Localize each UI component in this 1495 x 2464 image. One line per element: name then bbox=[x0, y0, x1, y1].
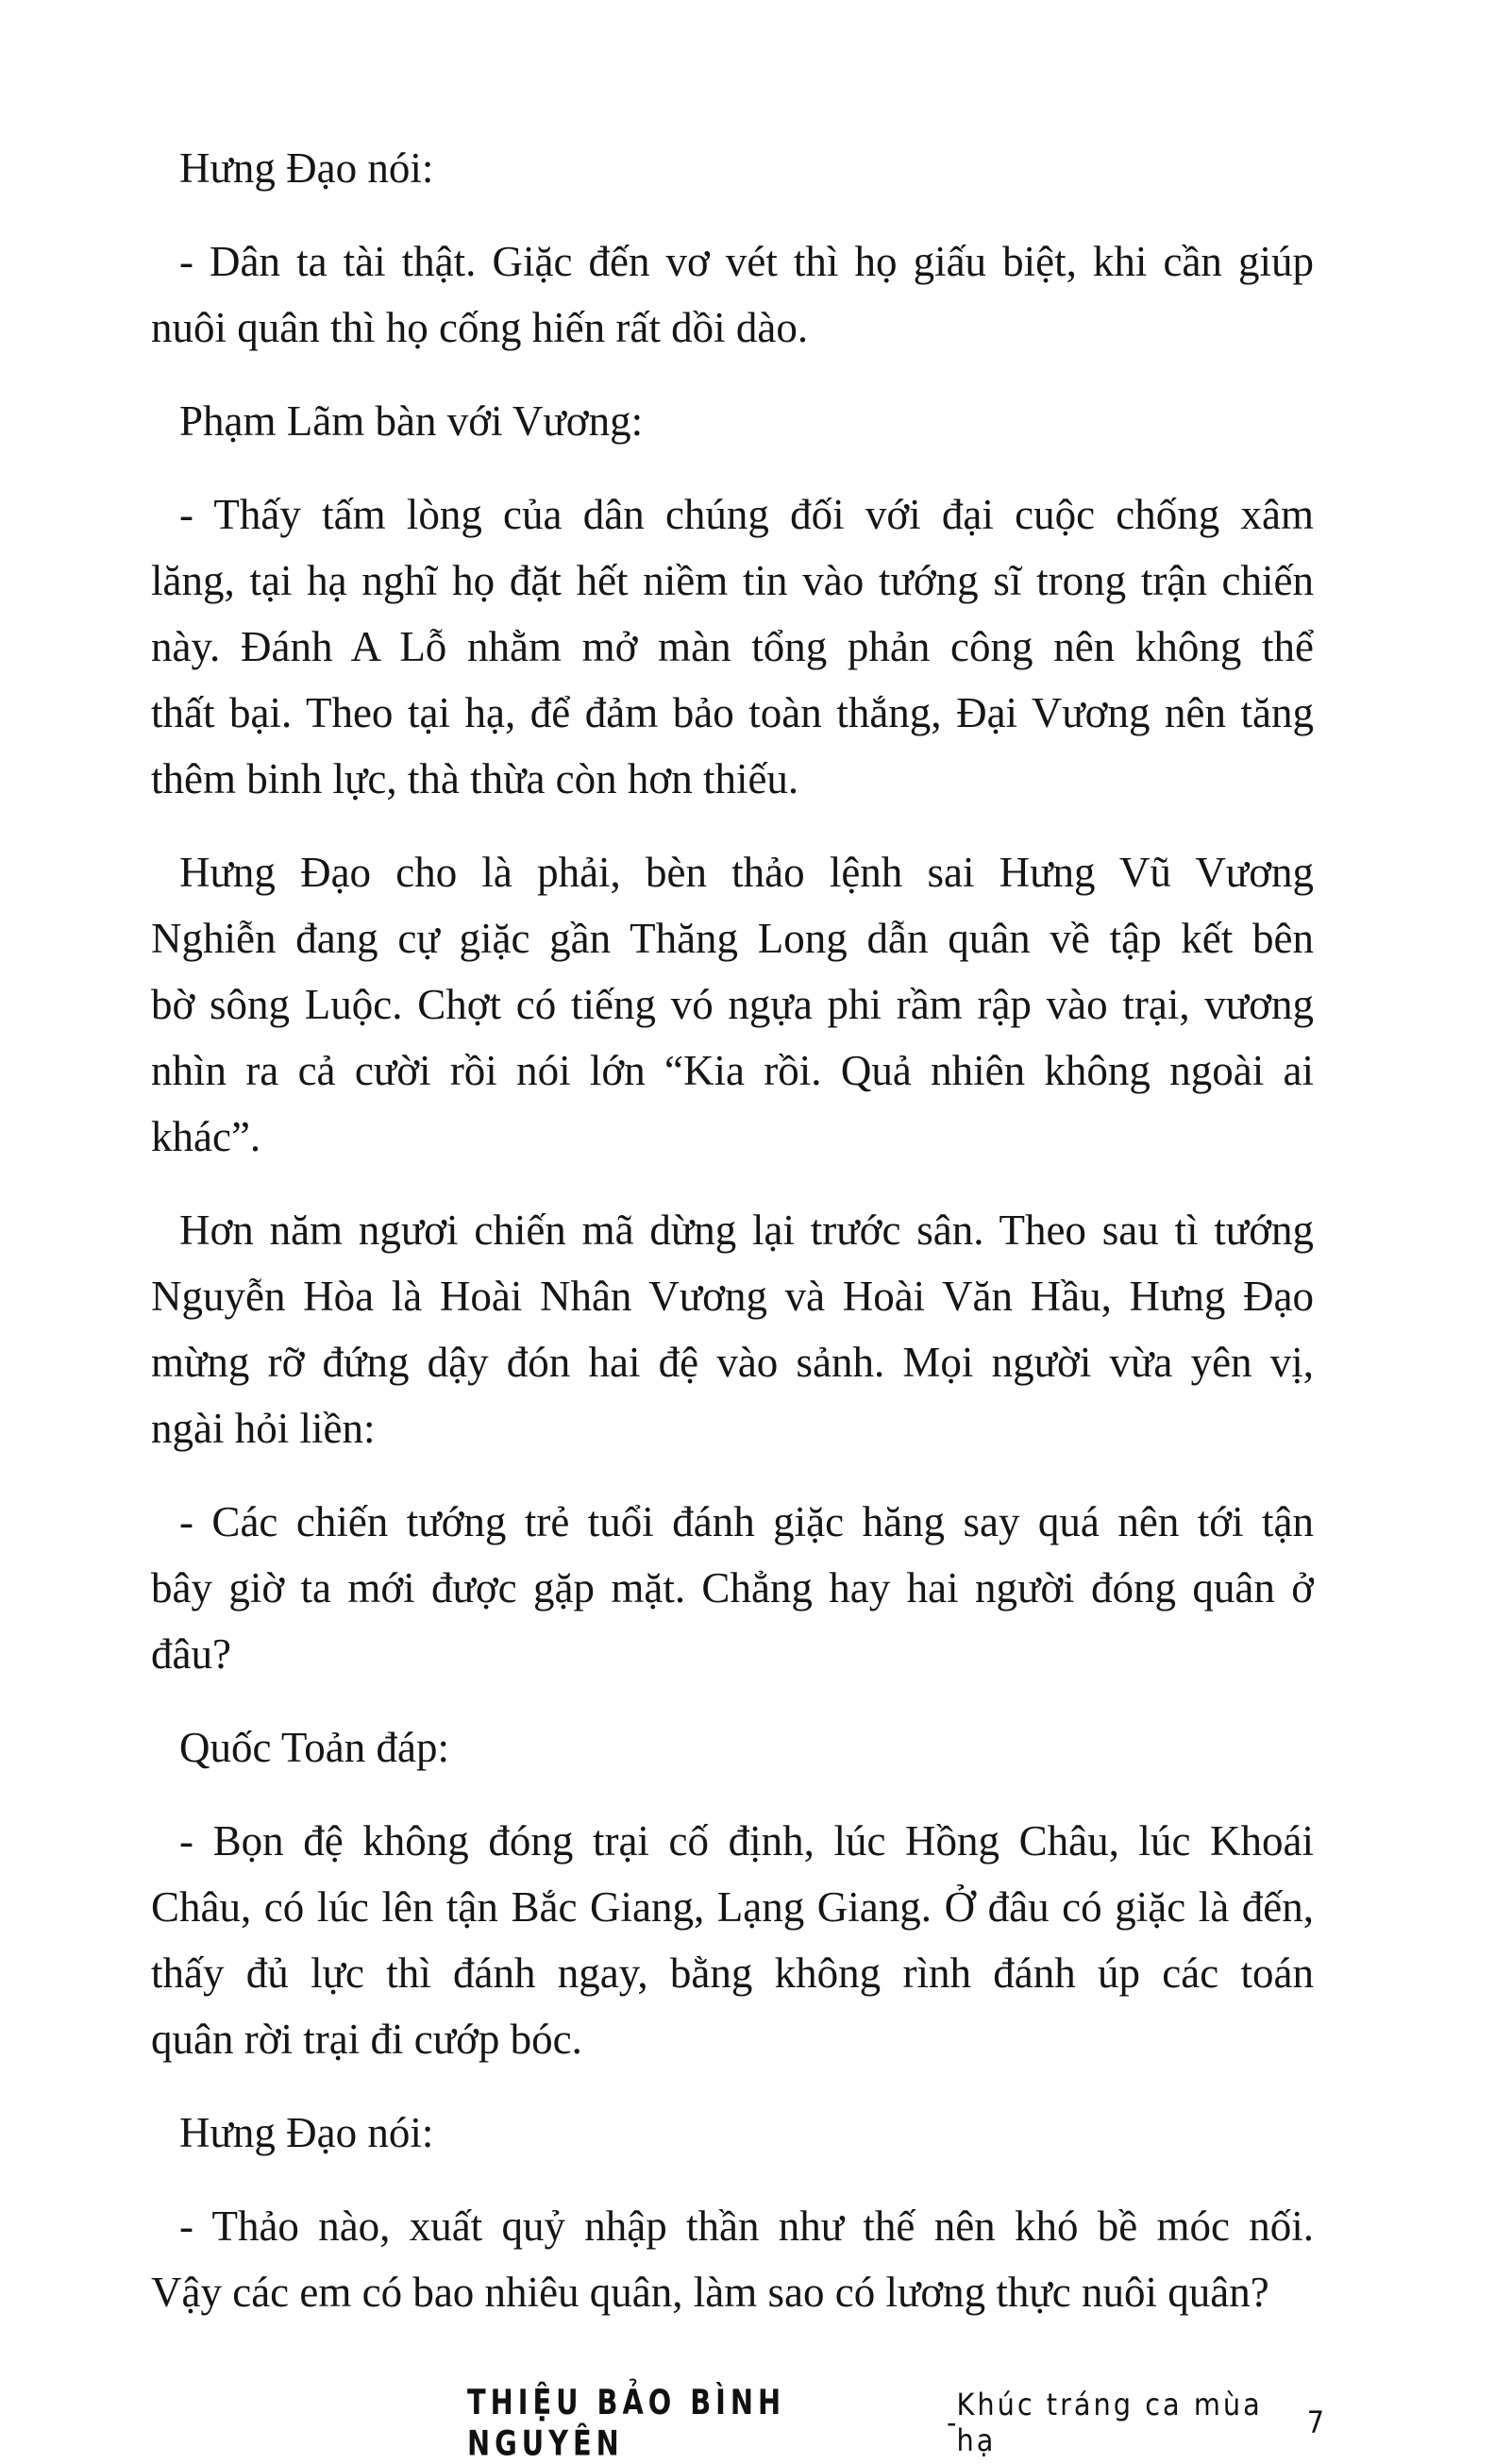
text-line: Hơn năm ngươi chiến mã dừng lại trước sân. Theo sau tì tướng bbox=[179, 1207, 1314, 1254]
page-footer bbox=[467, 2381, 1324, 2464]
text-line: bây giờ ta mới được gặp mặt. Chẳng hay hai người đóng quân ở bbox=[151, 1564, 1314, 1612]
text-line: Hưng Đạo nói: bbox=[179, 144, 434, 192]
paragraph bbox=[151, 2100, 1314, 2166]
text-line: Phạm Lãm bàn với Vương: bbox=[179, 397, 644, 445]
text-line: - Bọn đệ không đóng trại cố định, lúc Hồng Châu, lúc Khoái bbox=[179, 1817, 1314, 1865]
text-line: - Thảo nào, xuất quỷ nhập thần như thế nên khó bề móc nối. bbox=[179, 2202, 1314, 2250]
text-line: này. Đánh A Lỗ nhằm mở màn tổng phản công nên không thể bbox=[151, 623, 1314, 670]
text-line: thất bại. Theo tại hạ, để đảm bảo toàn thắng, Đại Vương nên tăng bbox=[151, 689, 1314, 736]
paragraph bbox=[151, 228, 1314, 361]
text-line: Hưng Đạo cho là phải, bèn thảo lệnh sai Hưng Vũ Vương bbox=[179, 849, 1314, 896]
text-line: mừng rỡ đứng dậy đón hai đệ vào sảnh. Mọi người vừa yên vị, bbox=[151, 1339, 1314, 1386]
paragraph bbox=[151, 1808, 1314, 2072]
footer-separator: - bbox=[947, 2405, 957, 2440]
paragraph bbox=[151, 135, 1314, 201]
paragraph bbox=[151, 1197, 1314, 1461]
text-line: khác”. bbox=[151, 1113, 261, 1160]
paragraph bbox=[151, 481, 1314, 812]
footer-book-title: Khúc tráng ca mùa hạ bbox=[956, 2387, 1263, 2458]
paragraph bbox=[151, 388, 1314, 454]
text-line: lăng, tại hạ nghĩ họ đặt hết niềm tin vào tướng sĩ trong trận chiến bbox=[151, 557, 1314, 604]
text-line: đâu? bbox=[151, 1630, 231, 1678]
text-line: Nghiễn đang cự giặc gần Thăng Long dẫn quân về tập kết bên bbox=[151, 915, 1314, 962]
paragraph bbox=[151, 839, 1314, 1170]
paragraph bbox=[151, 1714, 1314, 1780]
text-line: thêm binh lực, thà thừa còn hơn thiếu. bbox=[151, 755, 799, 802]
text-line: Nguyễn Hòa là Hoài Nhân Vương và Hoài Văn Hầu, Hưng Đạo bbox=[151, 1273, 1314, 1320]
paragraph bbox=[151, 1489, 1314, 1687]
footer-author: THIỆU BẢO BÌNH NGUYÊN bbox=[467, 2381, 786, 2464]
paragraph bbox=[151, 2193, 1314, 2325]
text-line: quân rời trại đi cướp bóc. bbox=[151, 2016, 582, 2063]
text-line: - Thấy tấm lòng của dân chúng đối với đại cuộc chống xâm bbox=[179, 491, 1314, 538]
text-line: - Dân ta tài thật. Giặc đến vơ vét thì họ giấu biệt, khi cần giúp bbox=[179, 238, 1314, 285]
text-line: bờ sông Luộc. Chợt có tiếng vó ngựa phi rầm rập vào trại, vương bbox=[151, 981, 1314, 1028]
text-line: - Các chiến tướng trẻ tuổi đánh giặc hăng say quá nên tới tận bbox=[179, 1498, 1314, 1545]
text-line: thấy đủ lực thì đánh ngay, bằng không rình đánh úp các toán bbox=[151, 1949, 1314, 1997]
text-line: nuôi quân thì họ cống hiến rất dồi dào. bbox=[151, 304, 809, 351]
text-line: Hưng Đạo nói: bbox=[179, 2109, 434, 2156]
text-line: ngài hỏi liền: bbox=[151, 1405, 376, 1452]
text-line: Quốc Toản đáp: bbox=[179, 1724, 449, 1771]
text-line: Châu, có lúc lên tận Bắc Giang, Lạng Giang. Ở đâu có giặc là đến, bbox=[151, 1883, 1314, 1931]
page-body-text bbox=[151, 135, 1314, 2325]
text-line: Vậy các em có bao nhiêu quân, làm sao có lương thực nuôi quân? bbox=[151, 2269, 1269, 2316]
page-number: 7 bbox=[1306, 2405, 1324, 2440]
text-line: nhìn ra cả cười rồi nói lớn “Kia rồi. Quả nhiên không ngoài ai bbox=[151, 1047, 1314, 1094]
